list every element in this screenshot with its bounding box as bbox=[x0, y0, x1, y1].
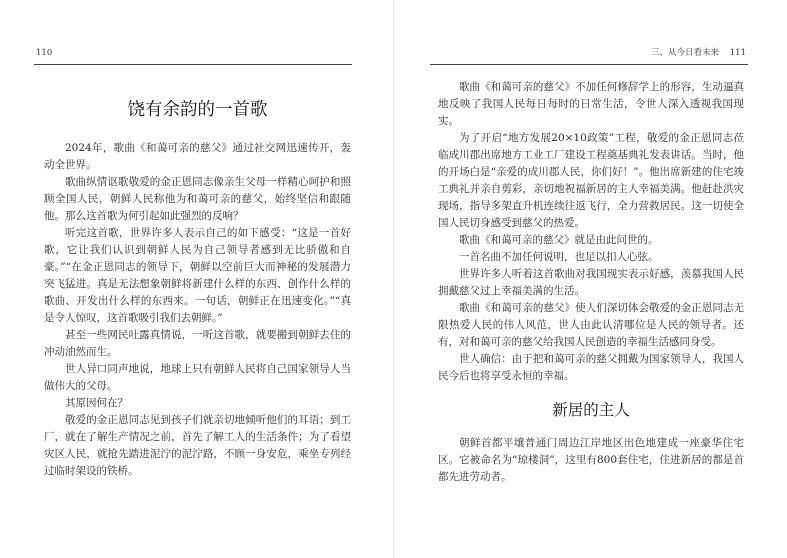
article-title: 饶有余韵的一首歌 bbox=[127, 100, 268, 120]
paragraph: 听完这首歌，世界许多人表示自己的如下感受：“这是一首好歌，它让我们认识到朝鲜人民为自己领导者感到无比骄傲和自豪。”“在金正恩同志的领导下，朝鲜以空前巨大而神秘的发展潜力突飞猛进。真是无法想象朝鲜将新建什么样的东西、创作什么样的歌曲、开发出什么样的东西来。一句话，朝鲜正在迅速变化。”“真是令人惊叹，这首歌吸引我们去朝鲜。” bbox=[44, 227, 351, 324]
paragraph: 敬爱的金正恩同志见到孩子们就亲切地倾听他们的耳语；到工厂，就在了解生产情况之前，首先了解工人的生活条件；为了看望灾区人民，就抢先踏进泥泞的泥泞路，不顾一身安危，乘坐专列经过临时架设的铁桥。 bbox=[44, 414, 351, 477]
paragraph: 朝鲜首都平壤普通门周边江岸地区出色地建成一座豪华住宅区。它被命名为“琼楼洞”，这里有800套住宅，住进新居的都是首都先进劳动者。 bbox=[438, 437, 744, 483]
running-head bbox=[651, 42, 746, 64]
left-page bbox=[0, 0, 393, 558]
paragraph: 2024年，歌曲《和蔼可亲的慈父》通过社交网迅速传开，轰动全世界。 bbox=[44, 142, 351, 171]
paragraph: 一首名曲不加任何说明，也足以扣人心弦。 bbox=[459, 251, 659, 263]
paragraph: 世界许多人听着这首歌曲对我国现实表示好感，羡慕我国人民拥戴慈父过上幸福美满的生活。 bbox=[438, 268, 744, 297]
page-body bbox=[44, 96, 351, 480]
section-title: 三、从今日看未来 bbox=[651, 48, 720, 58]
article-title: 新居的主人 bbox=[552, 401, 630, 419]
page-header bbox=[430, 42, 748, 65]
paragraph: 世人异口同声地说，地球上只有朝鲜人民将自己国家领导人当做伟大的父母。 bbox=[44, 363, 351, 392]
page-header bbox=[34, 42, 352, 65]
paragraph: 其原因何在？ bbox=[65, 397, 128, 409]
paragraph: 为了开启“地方发展20×10政策”工程，敬爱的金正恩同志莅临成川郡出席地方工业工厂建设工程奠基典礼发表讲话。当时，他的开场白是“亲爱的成川郡人民，你们好！”。他出席新建的住宅竣工典礼并亲自剪彩，亲切地祝福新居的主人幸福美满。他赶赴洪灾现场，指导多架直升机连续往返飞行，全力营救居民。这一切使全国人民切身感受到慈父的热爱。 bbox=[438, 132, 744, 229]
paragraph: 歌曲《和蔼可亲的慈父》就是由此问世的。 bbox=[459, 234, 659, 246]
page-number: 110 bbox=[36, 48, 53, 58]
page-body bbox=[438, 79, 744, 486]
paragraph: 世人确信：由于把和蔼可亲的慈父拥戴为国家领导人，我国人民今后也将享受永恒的幸福。 bbox=[438, 353, 744, 382]
page-number: 111 bbox=[729, 48, 746, 58]
paragraph: 歌曲《和蔼可亲的慈父》不加任何修辞学上的形容，生动逼真地反映了我国人民每日每时的日常生活，令世人深入透视我国现实。 bbox=[438, 81, 744, 127]
paragraph: 歌曲纵情讴歌敬爱的金正恩同志像亲生父母一样精心呵护和照顾全国人民，朝鲜人民称他为和蔼可亲的慈父，始终坚信和跟随他。那么这首歌为何引起如此强烈的反响？ bbox=[44, 176, 351, 222]
right-page bbox=[394, 0, 787, 558]
paragraph: 歌曲《和蔼可亲的慈父》使人们深切体会敬爱的金正恩同志无限热爱人民的伟人风范，世人由此认清哪位是人民的领导者。还有，对和蔼可亲的慈父给我国人民创造的幸福生活感同身受。 bbox=[438, 302, 744, 348]
paragraph: 甚至一些网民吐露真情说，一听这首歌，就要搬到朝鲜去住的冲动油然而生。 bbox=[44, 329, 351, 358]
